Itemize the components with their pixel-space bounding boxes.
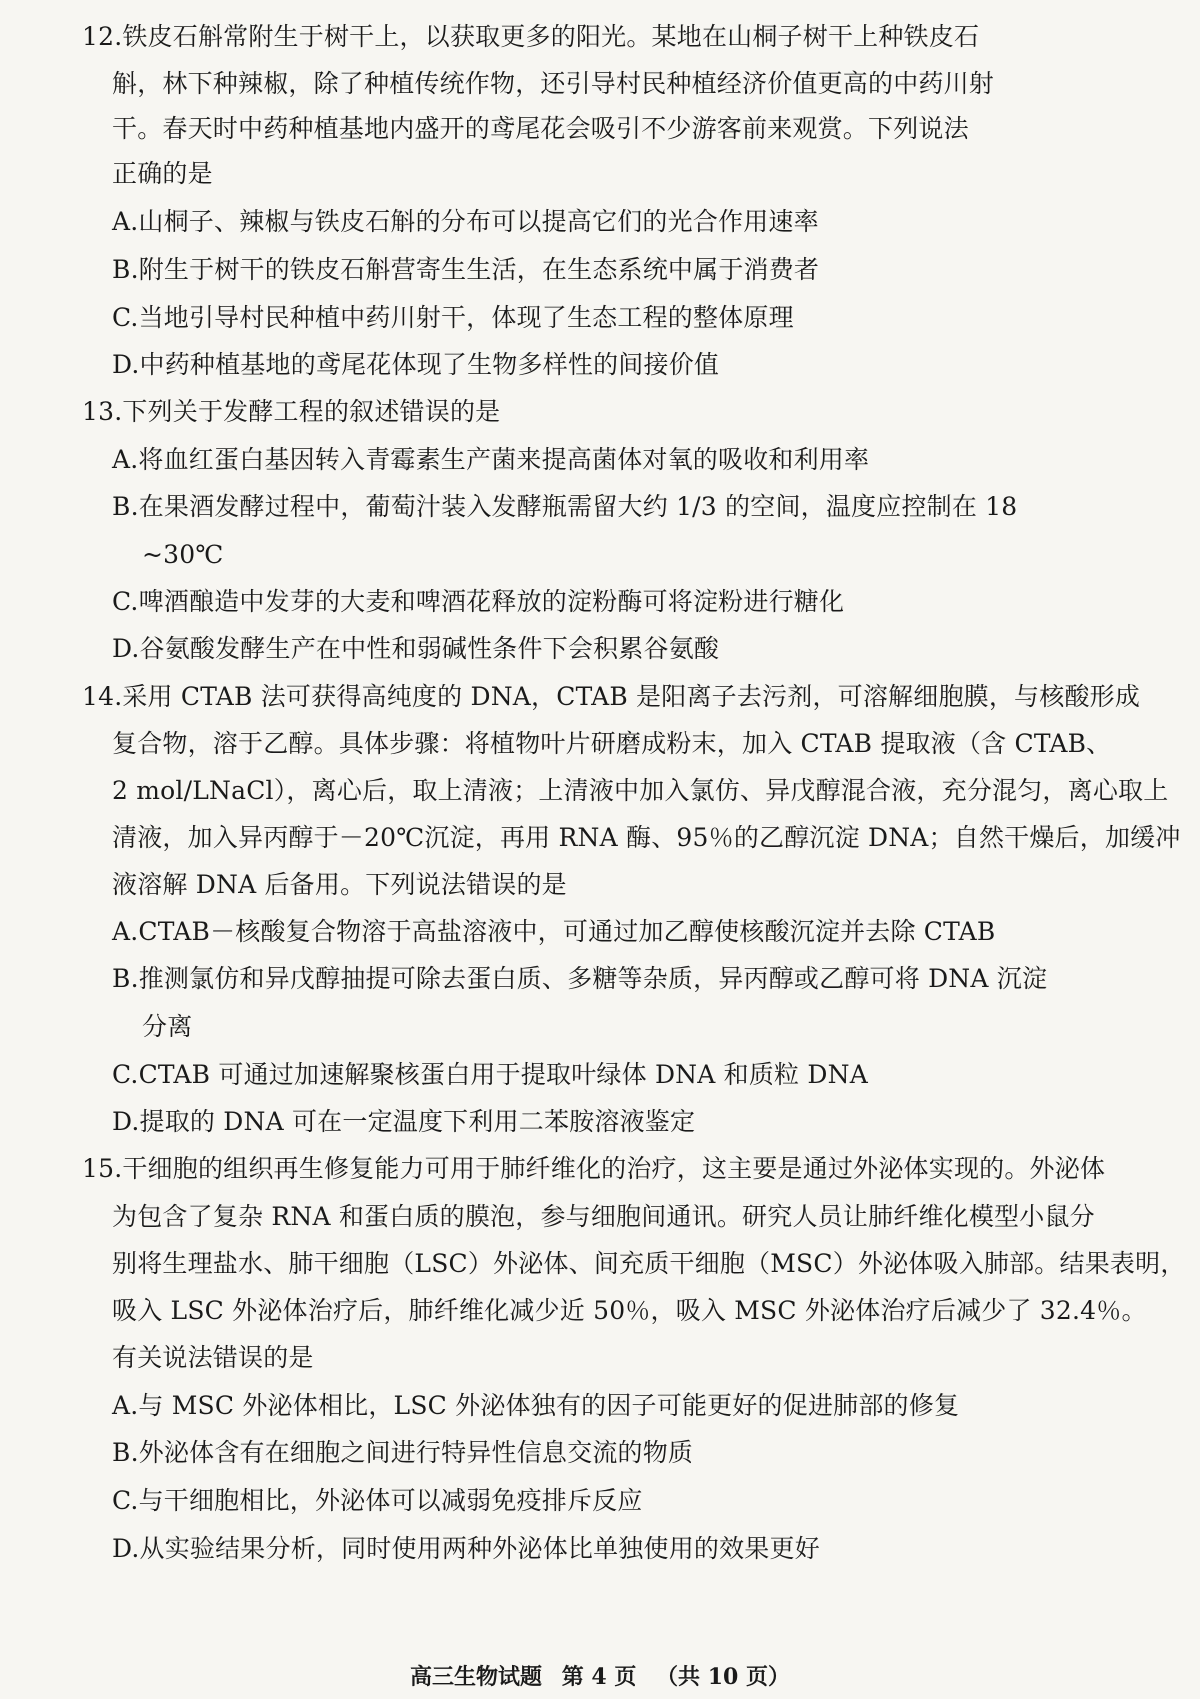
q15-option-c: C.与干细胞相比，外泌体可以减弱免疫排斥反应	[112, 1486, 643, 1515]
footer-page-number: 第 4 页	[561, 1664, 637, 1690]
q15-stem-line: 别将生理盐水、肺干细胞（LSC）外泌体、间充质干细胞（MSC）外泌体吸入肺部。结果表明，	[112, 1249, 1186, 1278]
q15-option-d: D.从实验结果分析，同时使用两种外泌体比单独使用的效果更好	[112, 1534, 820, 1563]
q12-option-d: D.中药种植基地的鸢尾花体现了生物多样性的间接价值	[112, 350, 720, 379]
page-footer	[0, 1662, 1200, 1692]
q15-stem-line: 为包含了复杂 RNA 和蛋白质的膜泡，参与细胞间通讯。研究人员让肺纤维化模型小鼠分	[112, 1202, 1095, 1231]
q14-option-b-cont: 分离	[142, 1012, 193, 1041]
q13-option-b: B.在果酒发酵过程中，葡萄汁装入发酵瓶需留大约 1/3 的空间，温度应控制在 18	[112, 492, 1018, 521]
q13-option-b-cont: ~30℃	[142, 540, 224, 569]
q15-stem-line: 有关说法错误的是	[112, 1343, 314, 1372]
q12-stem-line: 斛，林下种辣椒，除了种植传统作物，还引导村民种植经济价值更高的中药川射	[112, 69, 995, 98]
q12-option-c: C.当地引导村民种植中药川射干，体现了生态工程的整体原理	[112, 303, 794, 332]
q13-stem-line: 13.下列关于发酵工程的叙述错误的是	[82, 397, 501, 426]
q14-stem-line: 复合物，溶于乙醇。具体步骤：将植物叶片研磨成粉末，加入 CTAB 提取液（含 CTAB、	[112, 729, 1112, 758]
q14-stem-line: 液溶解 DNA 后备用。下列说法错误的是	[112, 870, 567, 899]
q14-option-a: A.CTAB－核酸复合物溶于高盐溶液中，可通过加乙醇使核酸沉淀并去除 CTAB	[112, 917, 996, 946]
q12-stem-line: 12.铁皮石斛常附生于树干上，以获取更多的阳光。某地在山桐子树干上种铁皮石	[82, 22, 980, 51]
q12-option-b: B.附生于树干的铁皮石斛营寄生生活，在生态系统中属于消费者	[112, 255, 820, 284]
q14-stem-line: 2 mol/LNaCl），离心后，取上清液；上清液中加入氯仿、异戊醇混合液，充分混匀，离心取上	[112, 776, 1169, 805]
q14-option-b: B.推测氯仿和异戊醇抽提可除去蛋白质、多糖等杂质，异丙醇或乙醇可将 DNA 沉淀	[112, 964, 1048, 993]
q13-option-d: D.谷氨酸发酵生产在中性和弱碱性条件下会积累谷氨酸	[112, 634, 720, 663]
q12-option-a: A.山桐子、辣椒与铁皮石斛的分布可以提高它们的光合作用速率	[112, 207, 819, 236]
q13-option-a: A.将血红蛋白基因转入青霉素生产菌来提高菌体对氧的吸收和利用率	[112, 445, 870, 474]
q12-stem-line: 正确的是	[112, 159, 213, 188]
footer-title: 高三生物试题	[410, 1664, 543, 1690]
q15-stem-line: 15.干细胞的组织再生修复能力可用于肺纤维化的治疗，这主要是通过外泌体实现的。外泌体	[82, 1154, 1106, 1183]
q14-stem-line: 清液，加入异丙醇于－20℃沉淀，再用 RNA 酶、95％的乙醇沉淀 DNA；自然干燥后，加缓冲	[112, 823, 1181, 852]
q14-option-d: D.提取的 DNA 可在一定温度下利用二苯胺溶液鉴定	[112, 1107, 696, 1136]
q13-option-c: C.啤酒酿造中发芽的大麦和啤酒花释放的淀粉酶可将淀粉进行糖化	[112, 587, 845, 616]
q15-option-a: A.与 MSC 外泌体相比，LSC 外泌体独有的因子可能更好的促进肺部的修复	[112, 1391, 960, 1420]
q15-option-b: B.外泌体含有在细胞之间进行特异性信息交流的物质	[112, 1438, 694, 1467]
q14-stem-line: 14.采用 CTAB 法可获得高纯度的 DNA，CTAB 是阳离子去污剂，可溶解细胞膜，与核酸形成	[82, 682, 1141, 711]
q15-stem-line: 吸入 LSC 外泌体治疗后，肺纤维化减少近 50％，吸入 MSC 外泌体治疗后减少了 32.4％。	[112, 1296, 1147, 1325]
q14-option-c: C.CTAB 可通过加速解聚核蛋白用于提取叶绿体 DNA 和质粒 DNA	[112, 1060, 868, 1089]
q12-stem-line: 干。春天时中药种植基地内盛开的鸢尾花会吸引不少游客前来观赏。下列说法	[112, 114, 969, 143]
footer-total-pages: （共 10 页）	[656, 1664, 790, 1690]
